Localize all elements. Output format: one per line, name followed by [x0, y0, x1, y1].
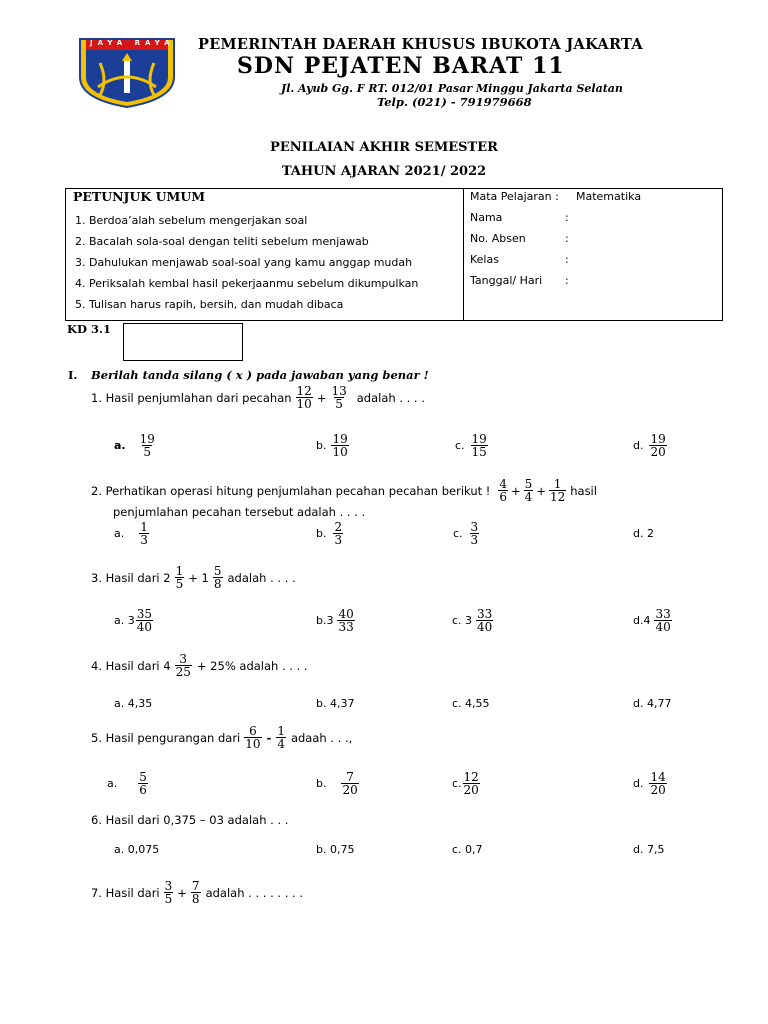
field-date-value[interactable]: :	[565, 274, 569, 287]
option-c[interactable]: c. $\frac{3}{3}$	[453, 520, 479, 547]
option-d[interactable]: d. 2	[633, 527, 654, 540]
question-3: 3. Hasil dari 2 $\frac{1}{5}$ + 1 $\frac{5}{8}$ adalah . . . .	[91, 564, 296, 591]
option-a[interactable]: a. 0,075	[114, 843, 160, 856]
fraction: $\frac{1}{4}$	[277, 724, 285, 751]
option-a[interactable]: a. $\frac{19}{5}$	[114, 432, 155, 459]
kd-score-box[interactable]	[123, 323, 243, 361]
fraction: $\frac{5}{4}$	[524, 477, 533, 504]
instruction-item: 2. Bacalah sola-soal dengan teliti sebelum menjawab	[75, 235, 369, 248]
fraction: $\frac{13}{5}$	[331, 384, 347, 411]
fraction: $\frac{7}{8}$	[191, 879, 200, 906]
option-b[interactable]: b. $\frac{7}{20}$	[316, 770, 358, 797]
option-c[interactable]: c. $\frac{19}{15}$	[455, 432, 487, 459]
logo-text: JAYA RAYA	[90, 39, 175, 47]
option-c[interactable]: c. 4,55	[452, 697, 490, 710]
fraction: $\frac{6}{10}$	[245, 724, 261, 751]
fraction: $\frac{12}{10}$	[296, 384, 312, 411]
instruction-item: 3. Dahulukan menjawab soal-soal yang kamu anggap mudah	[75, 256, 413, 269]
field-date-label: Tanggal/ Hari	[470, 274, 543, 287]
field-name-value[interactable]: :	[565, 211, 569, 224]
option-b[interactable]: b. 0,75	[316, 843, 355, 856]
fraction: $\frac{4}{6}$	[499, 477, 508, 504]
option-a[interactable]: a. $\frac{1}{3}$	[114, 520, 148, 547]
instruction-item: 4. Periksalah kembal hasil pekerjaanmu sebelum dikumpulkan	[75, 277, 419, 290]
option-c[interactable]: c. 3 $\frac{33}{40}$	[452, 607, 493, 634]
fraction: $\frac{3}{5}$	[164, 879, 173, 906]
question-4: 4. Hasil dari 4 $\frac{3}{25}$ + 25% adalah . . . .	[91, 652, 308, 679]
option-a[interactable]: a. 3 $\frac{35}{40}$	[114, 607, 153, 634]
info-box-divider	[463, 188, 464, 321]
field-absen-label: No. Absen	[470, 232, 526, 245]
fraction: $\frac{3}{25}$	[175, 652, 191, 679]
question-7: 7. Hasil dari $\frac{3}{5}$ + $\frac{7}{8}$ adalah . . . . . . . .	[91, 879, 303, 906]
question-2-line2: penjumlahan pecahan tersebut adalah . . . .	[113, 505, 366, 519]
option-d[interactable]: d. $\frac{19}{20}$	[633, 432, 666, 459]
option-b[interactable]: b. $\frac{2}{3}$	[316, 520, 343, 547]
question-text: 1. Hasil penjumlahan dari pecahan	[91, 390, 292, 405]
field-class-label: Kelas	[470, 253, 499, 266]
question-6: 6. Hasil dari 0,375 – 03 adalah . . .	[91, 813, 289, 827]
school-phone: Telp. (021) - 791979668	[377, 95, 532, 109]
fraction: $\frac{1}{5}$	[175, 564, 184, 591]
field-subject-label: Mata Pelajaran :	[470, 190, 559, 203]
school-logo	[78, 37, 176, 109]
exam-title: PENILAIAN AKHIR SEMESTER	[270, 140, 498, 155]
question-1: 1. Hasil penjumlahan dari pecahan $\frac{12}{10}$ + $\frac{13}{5}$ adalah . . . .	[91, 384, 425, 411]
section-number: I.	[68, 368, 78, 382]
option-d[interactable]: d. $\frac{14}{20}$	[633, 770, 666, 797]
section-instruction: Berilah tanda silang ( x ) pada jawaban yang benar !	[91, 368, 429, 382]
question-text: 3. Hasil dari 2	[91, 570, 171, 585]
question-text: 2. Perhatikan operasi hitung penjumlahan pecahan pecahan berikut !	[91, 483, 491, 498]
government-name: PEMERINTAH DAERAH KHUSUS IBUKOTA JAKARTA	[198, 36, 643, 53]
instruction-item: 1. Berdoa’alah sebelum mengerjakan soal	[75, 214, 308, 227]
question-5: 5. Hasil pengurangan dari $\frac{6}{10}$ - $\frac{1}{4}$ adaah . . .,	[91, 724, 353, 751]
option-b[interactable]: b. 4,37	[316, 697, 355, 710]
option-d[interactable]: d. 7,5	[633, 843, 665, 856]
option-c[interactable]: c. $\frac{12}{20}$	[452, 770, 479, 797]
option-c[interactable]: c. 0,7	[452, 843, 483, 856]
instruction-item: 5. Tulisan harus rapih, bersih, dan mudah dibaca	[75, 298, 344, 311]
option-b[interactable]: b. $\frac{19}{10}$	[316, 432, 348, 459]
option-a[interactable]: a. 4,35	[114, 697, 153, 710]
field-subject-value: Matematika	[576, 190, 642, 203]
field-absen-value[interactable]: :	[565, 232, 569, 245]
option-b[interactable]: b.3 $\frac{40}{33}$	[316, 607, 354, 634]
question-2: 2. Perhatikan operasi hitung penjumlahan pecahan pecahan berikut ! $\frac{4}{6}$ + $\frac{5}{4}$ + $\frac{1}{12}$ hasil	[91, 477, 597, 504]
instructions-title: PETUNJUK UMUM	[73, 189, 206, 204]
option-d[interactable]: d.4 $\frac{33}{40}$	[633, 607, 671, 634]
field-name-label: Nama	[470, 211, 503, 224]
fraction: $\frac{5}{8}$	[213, 564, 222, 591]
question-text: 7. Hasil dari	[91, 885, 160, 900]
kd-label: KD 3.1	[67, 322, 111, 336]
field-class-value[interactable]: :	[565, 253, 569, 266]
exam-year: TAHUN AJARAN 2021/ 2022	[281, 164, 487, 179]
option-a[interactable]: a. $\frac{5}{6}$	[107, 770, 147, 797]
option-d[interactable]: d. 4,77	[633, 697, 672, 710]
question-text: 5. Hasil pengurangan dari	[91, 730, 241, 745]
question-text: 4. Hasil dari 4	[91, 658, 171, 673]
school-address: Jl. Ayub Gg. F RT. 012/01 Pasar Minggu Jakarta Selatan	[281, 82, 623, 95]
fraction: $\frac{1}{12}$	[549, 477, 566, 504]
school-name: SDN PEJATEN BARAT 11	[237, 53, 565, 79]
